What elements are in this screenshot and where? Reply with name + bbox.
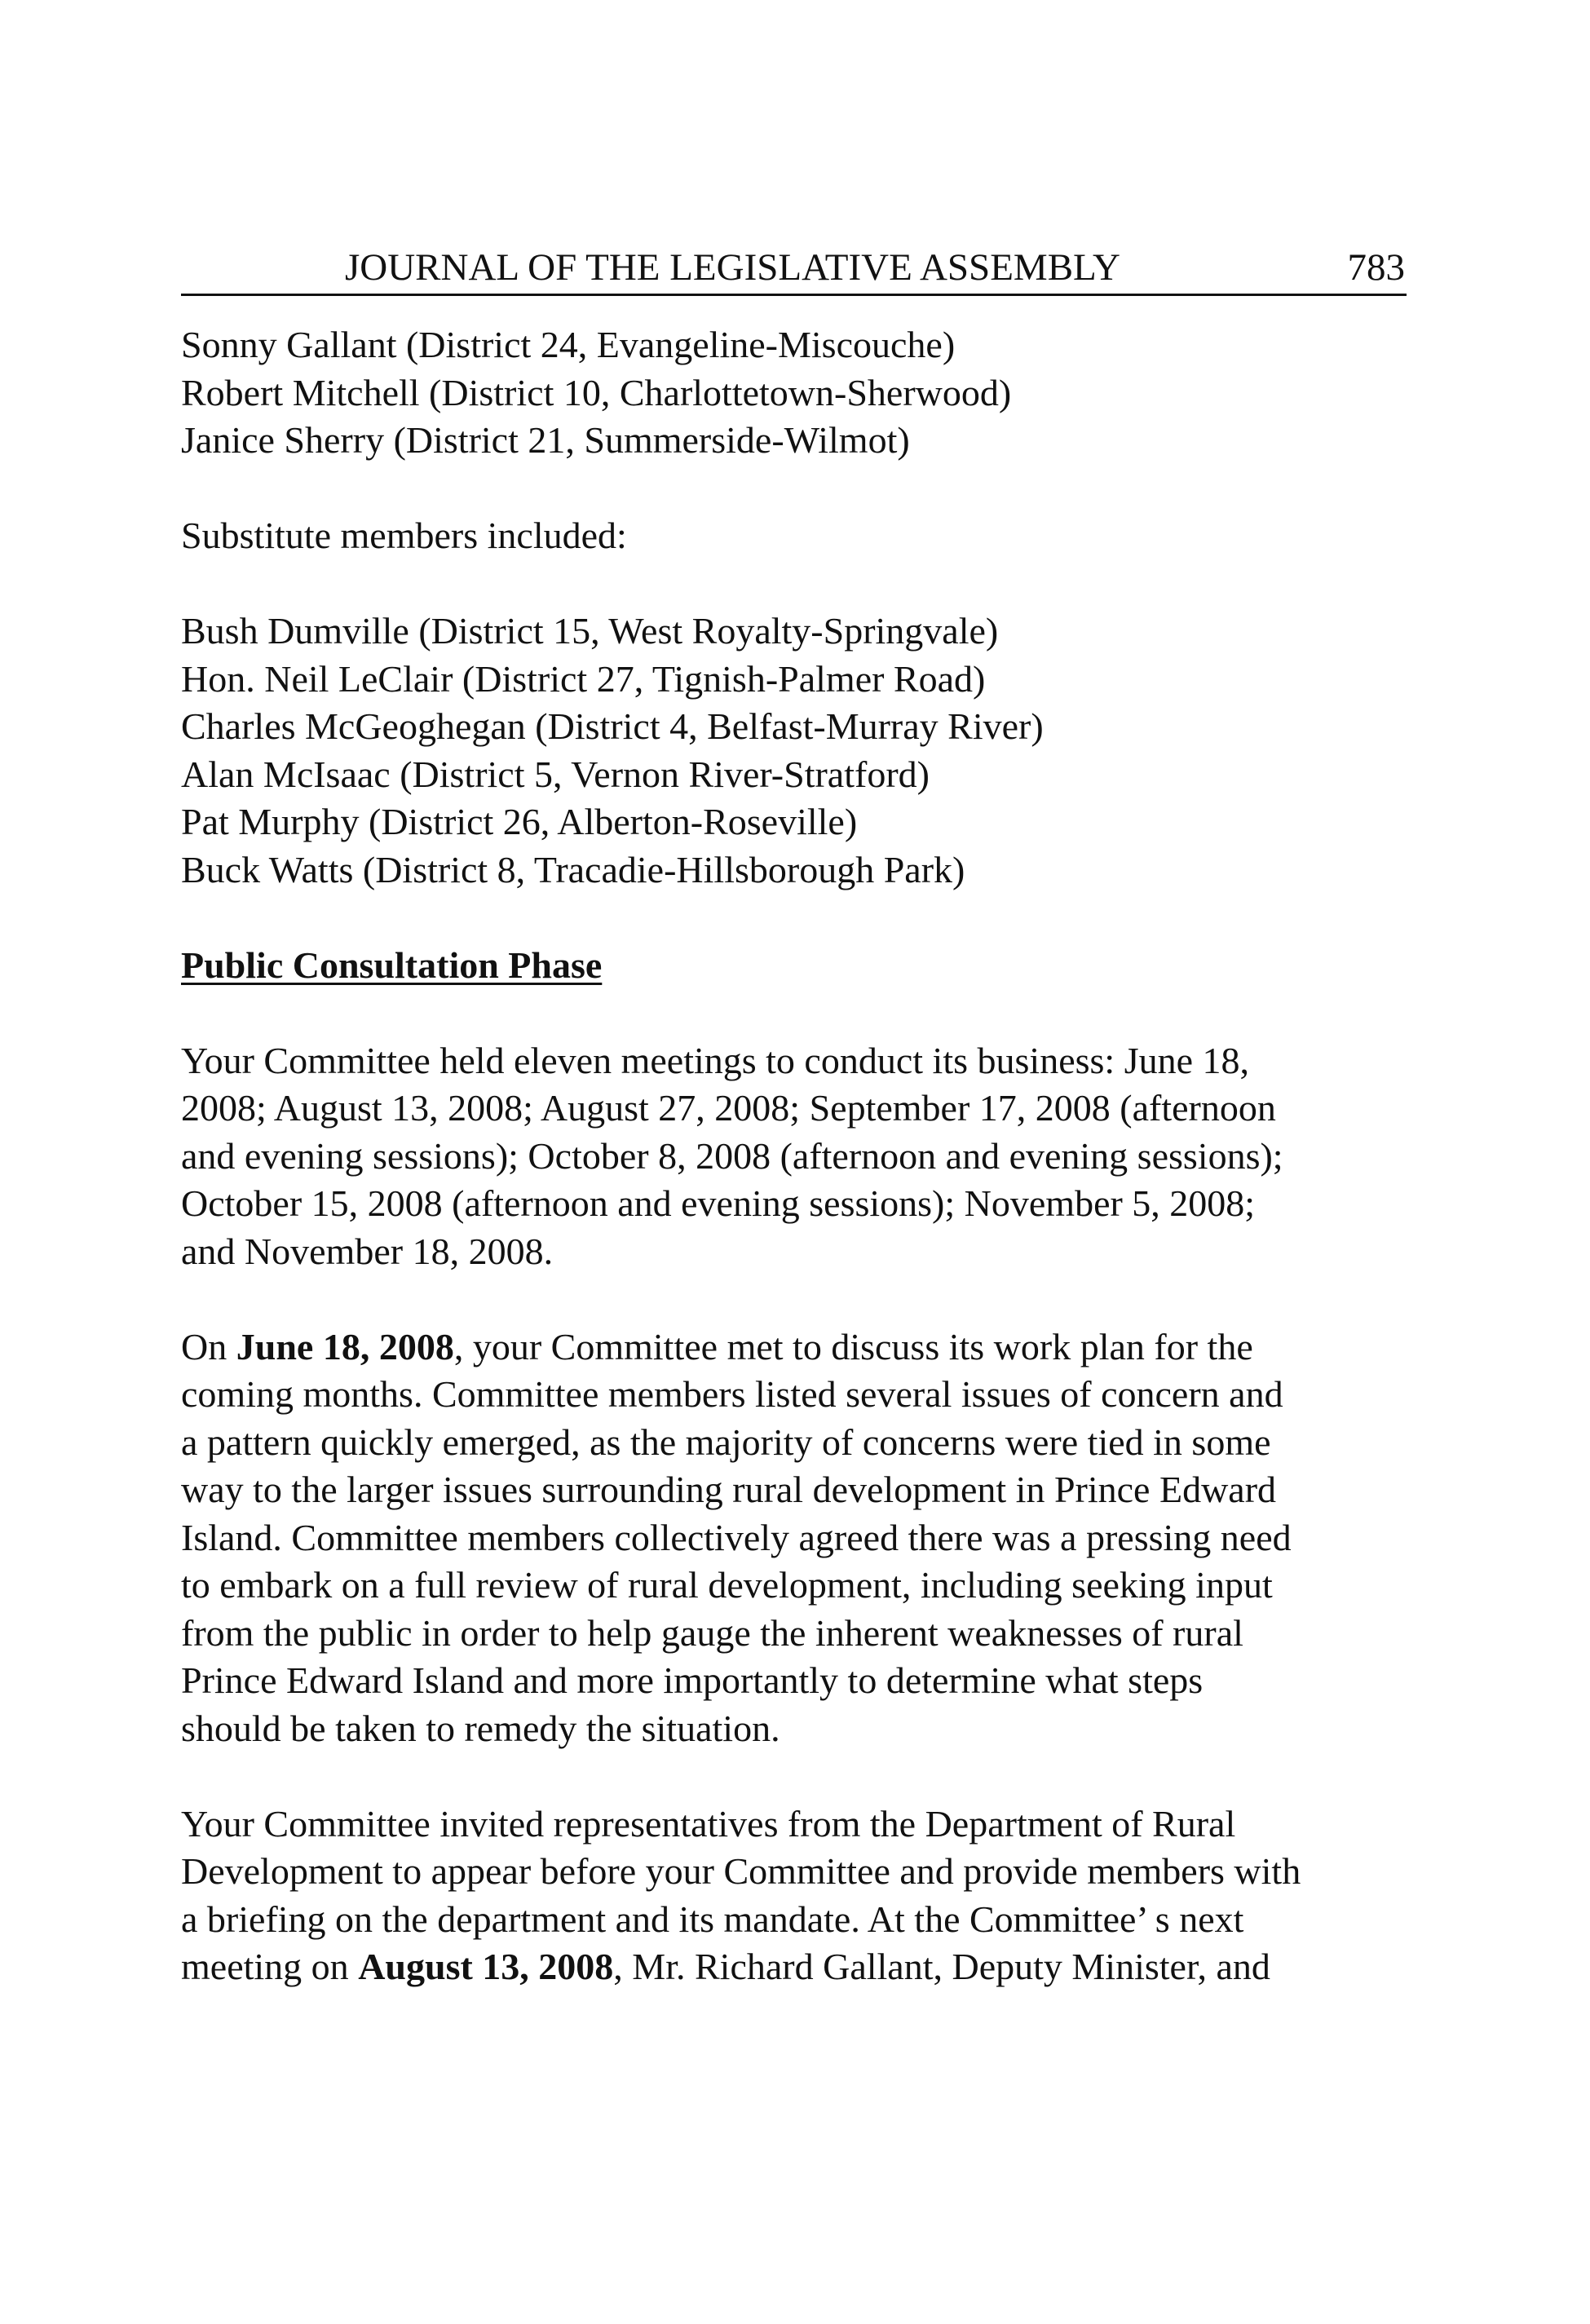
bold-date: June 18, 2008 [236,1325,454,1367]
substitute-member-entry: Hon. Neil LeClair (District 27, Tignish-Palmer Road) [181,657,986,700]
substitute-member-entry: Alan McIsaac (District 5, Vernon River-Stratford) [181,753,930,795]
paragraph-line: Island. Committee members collectively agreed there was a pressing need [181,1516,1292,1558]
meetings-paragraph [181,1037,1420,1276]
member-entry: Sonny Gallant (District 24, Evangeline-Miscouche) [181,324,956,365]
section-heading-block [181,942,1420,990]
paragraph-line: October 15, 2008 (afternoon and evening sessions); November 5, 2008; [181,1182,1256,1224]
paragraph-line [181,1943,1420,1991]
paragraph-line: should be taken to remedy the situation. [181,1707,780,1749]
substitute-member-entry: Buck Watts (District 8, Tracadie-Hillsborough Park) [181,848,965,890]
page-body [181,321,1420,2039]
substitute-member-entry: Charles McGeoghegan (District 4, Belfast-Murray River) [181,705,1044,747]
paragraph-line: and evening sessions); October 8, 2008 (afternoon and evening sessions); [181,1134,1283,1177]
substitute-member-entry: Bush Dumville (District 15, West Royalty-Springvale) [181,610,999,652]
paragraph-line: Your Committee held eleven meetings to conduct its business: June 18, [181,1039,1250,1081]
committee-members-list [181,321,1420,465]
paragraph-line [181,1323,1420,1372]
paragraph-line: 2008; August 13, 2008; August 27, 2008; September 17, 2008 (afternoon [181,1087,1276,1129]
paragraph-line: Your Committee invited representatives from the Department of Rural [181,1802,1236,1845]
text-run: , your Committee met to discuss its work plan for the [453,1325,1253,1367]
bold-date: August 13, 2008 [358,1946,614,1987]
page-header [181,241,1407,296]
department-briefing-paragraph [181,1800,1420,1991]
paragraph-line: a briefing on the department and its mandate. At the Committee’ s next [181,1898,1244,1940]
substitute-members-heading: Substitute members included: [181,515,627,556]
paragraph-line: from the public in order to help gauge the inherent weaknesses of rural [181,1611,1243,1654]
text-run: meeting on [181,1946,359,1987]
june-meeting-paragraph [181,1323,1420,1753]
substitute-members-intro [181,512,1420,560]
paragraph-line: Development to appear before your Committee and provide members with [181,1850,1301,1892]
page-number: 783 [1347,246,1405,289]
paragraph-line: a pattern quickly emerged, as the majority of concerns were tied in some [181,1420,1271,1463]
member-entry: Janice Sherry (District 21, Summerside-Wilmot) [181,419,910,461]
section-heading: Public Consultation Phase [181,943,603,986]
substitute-members-list [181,608,1420,894]
text-run: On [181,1325,236,1367]
paragraph-line: and November 18, 2008. [181,1230,554,1272]
substitute-member-entry: Pat Murphy (District 26, Alberton-Roseville) [181,801,858,842]
journal-title: JOURNAL OF THE LEGISLATIVE ASSEMBLY [345,246,1120,289]
text-run: , Mr. Richard Gallant, Deputy Minister, and [613,1946,1270,1987]
member-entry: Robert Mitchell (District 10, Charlottetown-Sherwood) [181,371,1012,413]
paragraph-line: Prince Edward Island and more importantly to determine what steps [181,1659,1204,1701]
paragraph-line: coming months. Committee members listed several issues of concern and [181,1373,1283,1415]
paragraph-line: way to the larger issues surrounding rural development in Prince Edward [181,1469,1277,1510]
paragraph-line: to embark on a full review of rural development, including seeking input [181,1564,1273,1606]
